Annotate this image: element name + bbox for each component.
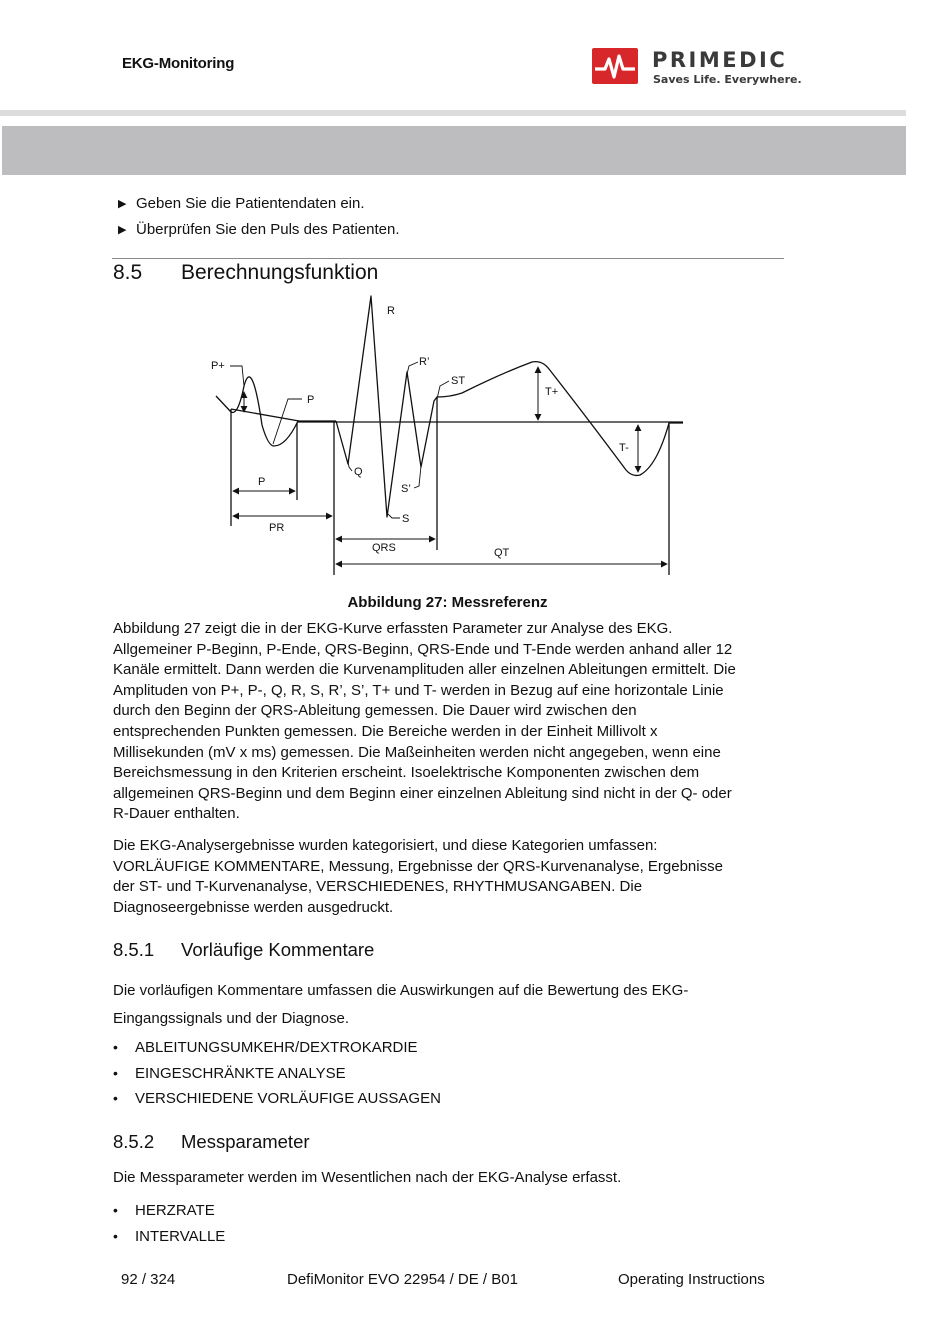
label-qt: QT <box>494 547 510 559</box>
figure-caption: Abbildung 27: Messreferenz <box>347 594 548 611</box>
logo-name: PRIMEDIC <box>652 48 788 72</box>
label-pr: PR <box>269 522 285 534</box>
header-section-title: EKG-Monitoring <box>122 55 235 72</box>
subsection-heading <box>113 1131 310 1153</box>
label-q: Q <box>354 466 363 478</box>
subsection-title: Messparameter <box>181 1131 310 1152</box>
footer-document-id: DefiMonitor EVO 22954 / DE / B01 <box>287 1271 518 1288</box>
p-plus-leader <box>230 366 244 386</box>
list-item <box>113 1228 225 1245</box>
list-item <box>113 1090 441 1107</box>
bullet-dot-icon: • <box>113 1039 118 1055</box>
header-divider <box>0 110 906 116</box>
primedic-logo <box>592 48 802 88</box>
para-line: Abbildung 27 zeigt die in der EKG-Kurve erfassten Parameter zur Analyse des EKG. <box>113 620 673 637</box>
subsection-intro: Die Messparameter werden im Wesentlichen nach der EKG-Analyse erfasst. <box>113 1169 622 1186</box>
para-line: der ST- und T-Kurvenanalyse, VERSCHIEDENES, RHYTHMUSANGABEN. Die <box>113 878 643 896</box>
label-r: R <box>387 305 395 317</box>
list-item-text: EINGESCHRÄNKTE ANALYSE <box>135 1065 346 1082</box>
instruction-text: Überprüfen Sie den Puls des Patienten. <box>136 221 400 238</box>
chapter-band <box>2 126 906 175</box>
subsection-title: Vorläufige Kommentare <box>181 939 375 960</box>
subsection-heading <box>113 939 374 961</box>
s-leader <box>388 514 400 518</box>
bullet-dot-icon: • <box>113 1090 118 1106</box>
label-s-prime: S’ <box>401 483 411 495</box>
triangle-bullet-icon: ▶ <box>118 198 127 210</box>
list-item <box>113 1065 346 1082</box>
para-line: Millisekunden (mV x ms) gemessen. Die Maßeinheiten werden nicht angegeben, wenn eine <box>113 743 721 761</box>
list-item-text: VERSCHIEDENE VORLÄUFIGE AUSSAGEN <box>135 1090 441 1107</box>
list-item <box>113 1039 418 1056</box>
ecg-measurement-diagram <box>200 288 700 580</box>
para-line: Eingangssignals und der Diagnose. <box>113 1010 349 1027</box>
list-item <box>113 1202 215 1219</box>
para-line: Die vorläufigen Kommentare umfassen die Auswirkungen auf die Bewertung des EKG- <box>113 982 689 999</box>
section-heading <box>113 261 378 285</box>
footer-page-number: 92 / 324 <box>121 1271 176 1288</box>
para-line: entsprechenden Punkten gemessen. Die Bereiche werden in der Einheit Millivolt x <box>113 722 658 740</box>
instruction-item <box>118 221 400 238</box>
footer-doc-type: Operating Instructions <box>618 1271 765 1288</box>
para-line: Die EKG-Analysergebnisse wurden kategorisiert, und diese Kategorien umfassen: <box>113 837 658 854</box>
s-prime-leader <box>414 466 421 488</box>
para-line: allgemeinen QRS-Beginn und dem Beginn einer einzelnen Ableitung sind nicht in der Q- oder <box>113 784 732 802</box>
instruction-text: Geben Sie die Patientendaten ein. <box>136 195 365 212</box>
para-line: Bereichsmessung in den Kriterien erscheint. Isoelektrische Komponenten zwischen dem <box>113 764 700 782</box>
section-rule <box>112 258 784 259</box>
instruction-item <box>118 195 365 212</box>
label-s: S <box>402 513 410 525</box>
primedic-logo-icon <box>592 48 638 84</box>
list-item-text: INTERVALLE <box>135 1228 226 1245</box>
label-st: ST <box>451 375 466 387</box>
label-t-plus: T+ <box>545 386 559 398</box>
section-number: 8.5 <box>113 261 143 284</box>
para-line: Diagnoseergebnisse werden ausgedruckt. <box>113 898 394 916</box>
r-prime-leader <box>407 362 418 374</box>
bullet-dot-icon: • <box>113 1065 118 1081</box>
logo-tagline: Saves Life. Everywhere. <box>653 73 802 86</box>
para-line: VORLÄUFIGE KOMMENTARE, Messung, Ergebnisse der QRS-Kurvenanalyse, Ergebnisse <box>113 857 723 875</box>
label-r-prime: R’ <box>419 356 430 368</box>
label-p-duration: P <box>258 476 266 488</box>
q-leader <box>348 462 352 471</box>
para-line: Amplituden von P+, P-, Q, R, S, R’, S’, T+ und T- werden in Bezug auf eine horizontale Linie <box>113 681 724 699</box>
para-line: Allgemeiner P-Beginn, P-Ende, QRS-Beginn, QRS-Ende und T-Ende werden anhand aller 12 <box>113 640 733 658</box>
body-paragraph <box>113 836 793 918</box>
para-line: durch den Beginn der QRS-Ableitung gemessen. Die Dauer wird zwischen den <box>113 702 637 720</box>
subsection-intro <box>113 977 793 1033</box>
p-baseline-slope <box>231 409 299 421</box>
label-p: P <box>307 394 315 406</box>
section-title: Berechnungsfunktion <box>181 261 379 284</box>
label-qrs: QRS <box>372 542 396 554</box>
qrs-trace <box>336 296 683 517</box>
bullet-dot-icon: • <box>113 1202 118 1218</box>
triangle-bullet-icon: ▶ <box>118 224 127 236</box>
body-paragraph <box>113 619 793 825</box>
para-line: R-Dauer enthalten. <box>113 805 240 823</box>
subsection-number: 8.5.1 <box>113 939 155 960</box>
label-p-plus: P+ <box>211 360 225 372</box>
list-item-text: HERZRATE <box>135 1202 215 1219</box>
label-t-minus: T- <box>619 442 629 454</box>
subsection-number: 8.5.2 <box>113 1131 155 1152</box>
bullet-dot-icon: • <box>113 1228 118 1244</box>
list-item-text: ABLEITUNGSUMKEHR/DEXTROKARDIE <box>135 1039 418 1056</box>
para-line: Kanäle ermittelt. Dann werden die Kurvenamplituden aller einzelnen Ableitungen ermittelt. Die <box>113 661 736 679</box>
